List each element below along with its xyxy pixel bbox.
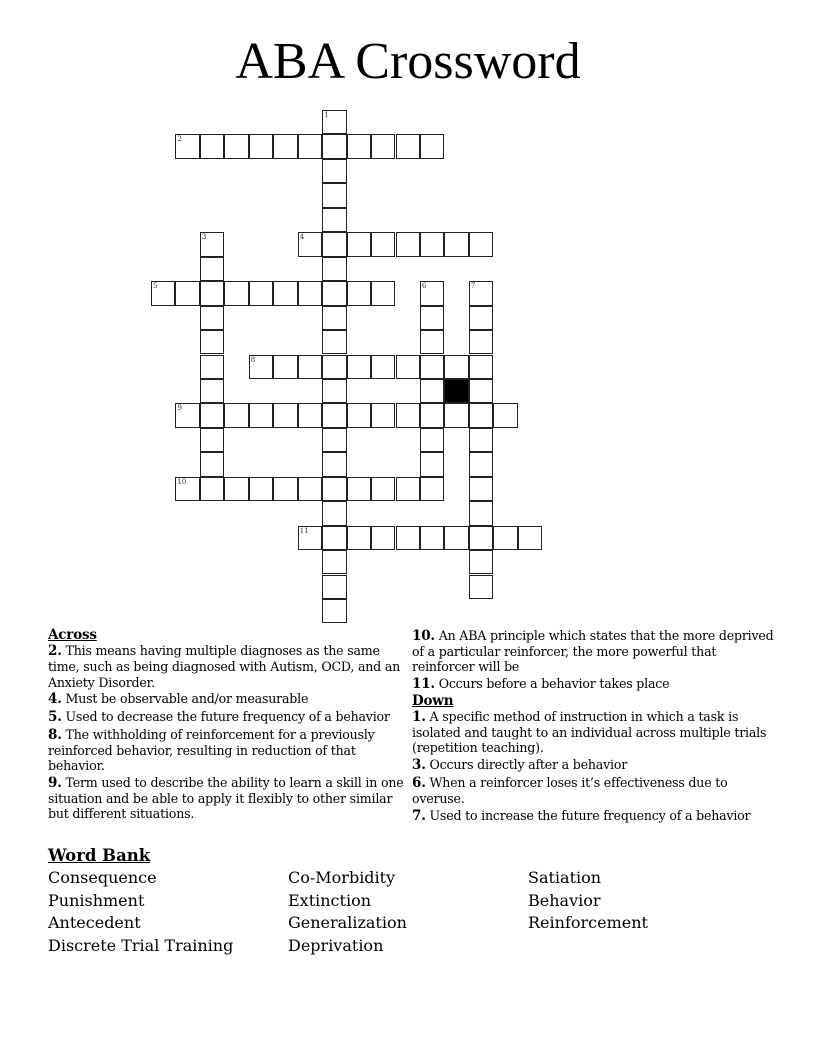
clue-across-5 bbox=[48, 709, 408, 725]
grid-cell[interactable] bbox=[420, 379, 444, 403]
grid-cell[interactable] bbox=[151, 281, 175, 305]
grid-cell[interactable] bbox=[273, 134, 297, 158]
grid-cell[interactable] bbox=[396, 403, 420, 427]
grid-cell[interactable] bbox=[322, 599, 346, 623]
grid-cell[interactable] bbox=[322, 575, 346, 599]
grid-cell[interactable] bbox=[298, 281, 322, 305]
grid-cell[interactable] bbox=[371, 403, 395, 427]
cell-number: 1 bbox=[324, 111, 329, 119]
grid-cell[interactable] bbox=[322, 526, 346, 550]
grid-cell[interactable] bbox=[322, 110, 346, 134]
grid-cell[interactable] bbox=[322, 208, 346, 232]
grid-cell[interactable] bbox=[396, 477, 420, 501]
grid-cell[interactable] bbox=[420, 526, 444, 550]
cell-number: 11 bbox=[299, 526, 309, 535]
cell-number: 7 bbox=[470, 282, 476, 291]
clue-number: 4. bbox=[48, 691, 62, 708]
cell-number: 6 bbox=[421, 282, 427, 291]
grid-cell[interactable] bbox=[396, 355, 420, 379]
grid-cell[interactable] bbox=[200, 477, 224, 501]
grid-cell[interactable] bbox=[322, 232, 346, 256]
grid-cell[interactable] bbox=[200, 403, 224, 427]
clue-text: Occurs directly after a behavior bbox=[429, 757, 628, 773]
grid-cell[interactable] bbox=[322, 306, 346, 330]
clue-number: 7. bbox=[412, 807, 426, 824]
grid-cell[interactable] bbox=[469, 575, 493, 599]
page-title: ABA Crossword bbox=[235, 33, 581, 90]
grid-cell[interactable] bbox=[322, 379, 346, 403]
grid-cell[interactable] bbox=[371, 281, 395, 305]
grid-cell[interactable] bbox=[298, 477, 322, 501]
grid-cell[interactable] bbox=[322, 428, 346, 452]
grid-cell[interactable] bbox=[371, 477, 395, 501]
word-bank-item: Generalization bbox=[288, 913, 407, 933]
cell-number: 5 bbox=[153, 282, 158, 291]
cell-number: 4 bbox=[299, 233, 305, 242]
grid-cell[interactable] bbox=[322, 477, 346, 501]
grid-cell[interactable] bbox=[347, 232, 371, 256]
grid-cell[interactable] bbox=[518, 526, 542, 550]
grid-cell[interactable] bbox=[322, 355, 346, 379]
clue-text: When a reinforcer loses it’s effectiveness due to overuse. bbox=[412, 774, 728, 807]
cell-number: 8 bbox=[250, 355, 256, 364]
clue-text: An ABA principle which states that the more deprived of a particular reinforcer, the more powerful that reinforcer will be bbox=[412, 628, 774, 675]
grid-cell[interactable] bbox=[347, 403, 371, 427]
grid-cell[interactable] bbox=[175, 403, 199, 427]
grid-cell[interactable] bbox=[420, 330, 444, 354]
clue-number: 3. bbox=[412, 757, 426, 774]
word-bank-item: Co-Morbidity bbox=[288, 868, 396, 887]
clue-across-10 bbox=[412, 628, 777, 675]
clue-across-9 bbox=[48, 775, 408, 822]
clue-down-7 bbox=[412, 808, 777, 824]
grid-cell[interactable] bbox=[371, 232, 395, 256]
grid-cell[interactable] bbox=[322, 159, 346, 183]
word-bank-item: Antecedent bbox=[48, 913, 141, 933]
grid-cell[interactable] bbox=[200, 306, 224, 330]
word-bank bbox=[48, 845, 768, 957]
grid-cell[interactable] bbox=[420, 281, 444, 305]
grid-cell[interactable] bbox=[420, 428, 444, 452]
grid-cell[interactable] bbox=[469, 232, 493, 256]
grid-cell[interactable] bbox=[444, 355, 468, 379]
clue-number: 2. bbox=[48, 643, 62, 660]
clue-text: Term used to describe the ability to learn a skill in one situation and be able to apply it flexibly to other similar but different situations. bbox=[48, 774, 404, 822]
cell-number: 2 bbox=[177, 135, 182, 144]
grid-cell[interactable] bbox=[371, 134, 395, 158]
grid-cell[interactable] bbox=[469, 428, 493, 452]
clue-text: Used to increase the future frequency of a behavior bbox=[429, 807, 751, 823]
grid-cell[interactable] bbox=[420, 306, 444, 330]
down-heading: Down bbox=[412, 692, 454, 709]
grid-cell[interactable] bbox=[469, 330, 493, 354]
grid-cell[interactable] bbox=[200, 257, 224, 281]
word-bank-item: Punishment bbox=[48, 890, 145, 910]
grid-cell[interactable] bbox=[420, 134, 444, 158]
grid-cell[interactable] bbox=[469, 452, 493, 476]
grid-cell[interactable] bbox=[322, 330, 346, 354]
grid-cell[interactable] bbox=[224, 134, 248, 158]
grid-cell[interactable] bbox=[249, 477, 273, 501]
grid-cell[interactable] bbox=[469, 379, 493, 403]
grid-cell[interactable] bbox=[322, 550, 346, 574]
grid-cell[interactable] bbox=[347, 526, 371, 550]
grid-cell[interactable] bbox=[200, 452, 224, 476]
grid-cell[interactable] bbox=[200, 134, 224, 158]
grid-cell[interactable] bbox=[469, 281, 493, 305]
grid-cell[interactable] bbox=[420, 232, 444, 256]
grid-cell[interactable] bbox=[444, 232, 468, 256]
grid-cell[interactable] bbox=[175, 477, 199, 501]
grid-cell[interactable] bbox=[175, 134, 199, 158]
cell-number: 10 bbox=[177, 477, 187, 486]
word-bank-item bbox=[528, 935, 768, 958]
grid-cell[interactable] bbox=[469, 501, 493, 525]
clue-across-11 bbox=[412, 676, 777, 692]
grid-cell[interactable] bbox=[322, 257, 346, 281]
clue-down-1 bbox=[412, 709, 777, 756]
word-bank-item: Deprivation bbox=[288, 935, 384, 955]
word-bank-item: Consequence bbox=[48, 868, 157, 887]
clue-across-8 bbox=[48, 727, 408, 774]
grid-cell[interactable] bbox=[322, 281, 346, 305]
grid-cell[interactable] bbox=[200, 281, 224, 305]
grid-cell[interactable] bbox=[347, 281, 371, 305]
clue-text: Must be observable and/or measurable bbox=[65, 691, 309, 707]
word-bank-item: Discrete Trial Training bbox=[48, 935, 234, 955]
grid-cell[interactable] bbox=[322, 452, 346, 476]
grid-cell[interactable] bbox=[371, 526, 395, 550]
clue-number: 10. bbox=[412, 628, 435, 644]
grid-cell[interactable] bbox=[224, 403, 248, 427]
clue-number: 11. bbox=[412, 676, 435, 693]
grid-cell[interactable] bbox=[273, 477, 297, 501]
clue-text: Used to decrease the future frequency of a behavior bbox=[65, 709, 390, 725]
grid-cell[interactable] bbox=[322, 501, 346, 525]
grid-cell[interactable] bbox=[200, 232, 224, 256]
grid-cell[interactable] bbox=[469, 477, 493, 501]
grid-cell[interactable] bbox=[420, 355, 444, 379]
grid-cell[interactable] bbox=[175, 281, 199, 305]
grid-cell[interactable] bbox=[444, 403, 468, 427]
grid-cell[interactable] bbox=[396, 526, 420, 550]
clue-number: 6. bbox=[412, 774, 426, 791]
cell-number: 9 bbox=[177, 404, 182, 413]
grid-cell[interactable] bbox=[298, 134, 322, 158]
clue-down-3 bbox=[412, 757, 777, 773]
grid-cell[interactable] bbox=[347, 477, 371, 501]
grid-cell[interactable] bbox=[493, 403, 517, 427]
cell-number: 3 bbox=[201, 233, 207, 242]
across-heading: Across bbox=[48, 627, 97, 643]
clue-across-4 bbox=[48, 691, 408, 707]
grid-cell[interactable] bbox=[469, 526, 493, 550]
word-bank-list bbox=[48, 867, 768, 957]
grid-cell[interactable] bbox=[420, 403, 444, 427]
grid-cell[interactable] bbox=[200, 330, 224, 354]
grid-cell[interactable] bbox=[200, 355, 224, 379]
grid-cell[interactable] bbox=[224, 477, 248, 501]
grid-cell[interactable] bbox=[396, 134, 420, 158]
grid-cell[interactable] bbox=[273, 281, 297, 305]
clues-left-column bbox=[48, 628, 408, 823]
grid-cell[interactable] bbox=[224, 281, 248, 305]
clue-text: This means having multiple diagnoses as the same time, such as being diagnosed with Autism, OCD, and an Anxiety Disorder. bbox=[48, 643, 401, 690]
grid-cell[interactable] bbox=[249, 281, 273, 305]
grid-cell[interactable] bbox=[273, 403, 297, 427]
grid-cell[interactable] bbox=[322, 403, 346, 427]
grid-cell[interactable] bbox=[249, 134, 273, 158]
grid-cell[interactable] bbox=[249, 355, 273, 379]
grid-cell[interactable] bbox=[298, 526, 322, 550]
grid-cell[interactable] bbox=[469, 306, 493, 330]
grid-cell[interactable] bbox=[322, 134, 346, 158]
grid-cell[interactable] bbox=[420, 477, 444, 501]
clue-down-6 bbox=[412, 775, 777, 806]
word-bank-item: Behavior bbox=[528, 890, 601, 910]
clue-number: 5. bbox=[48, 709, 62, 726]
grid-cell[interactable] bbox=[273, 355, 297, 379]
grid-cell[interactable] bbox=[444, 526, 468, 550]
clue-text: A specific method of instruction in which a task is isolated and taught to an individual across multiple trials (repetition teaching). bbox=[412, 709, 767, 756]
grid-cell[interactable] bbox=[200, 428, 224, 452]
clue-text: The withholding of reinforcement for a previously reinforced behavior, resulting in reduction of that behavior. bbox=[48, 726, 375, 774]
word-bank-title: Word Bank bbox=[48, 846, 151, 865]
clue-number: 1. bbox=[412, 709, 426, 726]
grid-cell[interactable] bbox=[371, 355, 395, 379]
grid-cell[interactable] bbox=[469, 355, 493, 379]
grid-cell[interactable] bbox=[200, 379, 224, 403]
grid-cell[interactable] bbox=[493, 526, 517, 550]
grid-cell[interactable] bbox=[347, 134, 371, 158]
clue-text: Occurs before a behavior takes place bbox=[438, 676, 670, 692]
grid-cell[interactable] bbox=[396, 232, 420, 256]
grid-cell[interactable] bbox=[469, 403, 493, 427]
word-bank-item: Reinforcement bbox=[528, 913, 648, 933]
clue-across-2 bbox=[48, 643, 408, 690]
grid-cell[interactable] bbox=[322, 183, 346, 207]
word-bank-item: Satiation bbox=[528, 868, 602, 887]
word-bank-item: Extinction bbox=[288, 890, 371, 910]
grid-cell[interactable] bbox=[347, 355, 371, 379]
grid-cell[interactable] bbox=[249, 403, 273, 427]
grid-cell[interactable] bbox=[298, 403, 322, 427]
black-cell bbox=[444, 379, 468, 403]
clue-number: 9. bbox=[48, 774, 62, 791]
grid-cell[interactable] bbox=[420, 452, 444, 476]
grid-cell[interactable] bbox=[298, 355, 322, 379]
grid-cell[interactable] bbox=[298, 232, 322, 256]
clue-number: 8. bbox=[48, 726, 62, 743]
grid-cell[interactable] bbox=[469, 550, 493, 574]
clues-right-column bbox=[412, 628, 777, 825]
